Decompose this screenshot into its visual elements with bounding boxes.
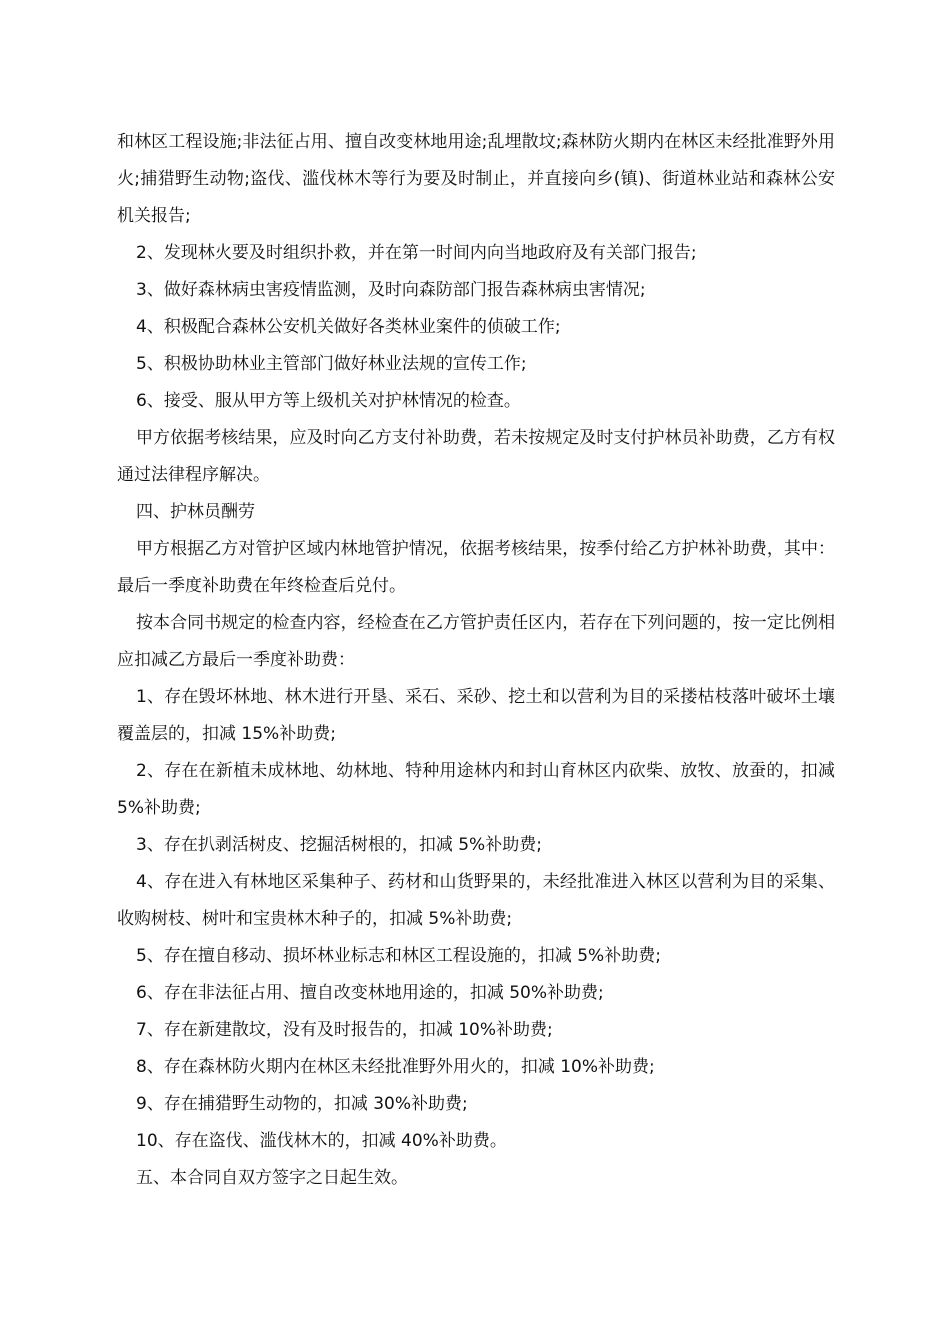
deduction-item-3: 3、存在扒剥活树皮、挖掘活树根的，扣减 5%补助费; <box>136 835 542 855</box>
paragraph-remuneration: 甲方根据乙方对管护区域内林地管护情况，依据考核结果，按季付给乙方护林补助费，其中：最后一季度补助费在年终检查后兑付。 <box>117 539 835 596</box>
section-heading-4: 四、护林员酬劳 <box>136 502 255 522</box>
deduction-item-6: 6、存在非法征占用、擅自改变林地用途的，扣减 50%补助费; <box>136 983 604 1003</box>
paragraph-item-6: 6、接受、服从甲方等上级机关对护林情况的检查。 <box>136 391 521 411</box>
paragraph-item-3: 3、做好森林病虫害疫情监测，及时向森防部门报告森林病虫害情况; <box>136 280 646 300</box>
paragraph-continuation: 和林区工程设施;非法征占用、擅自改变林地用途;乱埋散坟;森林防火期内在林区未经批准野外用火;捕猎野生动物;盗伐、滥伐林木等行为要及时制止，并直接向乡(镇)、街道林业站和森林公安机关报告; <box>117 132 835 226</box>
document-page <box>117 124 835 1197</box>
paragraph-item-4: 4、积极配合森林公安机关做好各类林业案件的侦破工作; <box>136 317 561 337</box>
deduction-item-10: 10、存在盗伐、滥伐林木的，扣减 40%补助费。 <box>136 1131 507 1151</box>
deduction-item-1: 1、存在毁坏林地、林木进行开垦、采石、采砂、挖土和以营利为目的采搂枯枝落叶破坏土壤覆盖层的，扣减 15%补助费; <box>117 687 835 744</box>
section-heading-5: 五、本合同自双方签字之日起生效。 <box>136 1168 408 1188</box>
paragraph-deduction-intro: 按本合同书规定的检查内容，经检查在乙方管护责任区内，若存在下列问题的，按一定比例相应扣减乙方最后一季度补助费： <box>117 613 835 670</box>
deduction-item-2: 2、存在在新植未成林地、幼林地、特种用途林内和封山育林区内砍柴、放牧、放蚕的，扣减 5%补助费; <box>117 761 835 818</box>
deduction-item-9: 9、存在捕猎野生动物的，扣减 30%补助费; <box>136 1094 468 1114</box>
deduction-item-8: 8、存在森林防火期内在林区未经批准野外用火的，扣减 10%补助费; <box>136 1057 655 1077</box>
paragraph-item-2: 2、发现林火要及时组织扑救，并在第一时间内向当地政府及有关部门报告; <box>136 243 697 263</box>
deduction-item-7: 7、存在新建散坟，没有及时报告的，扣减 10%补助费; <box>136 1020 553 1040</box>
deduction-item-5: 5、存在擅自移动、损坏林业标志和林区工程设施的，扣减 5%补助费; <box>136 946 661 966</box>
paragraph-item-5: 5、积极协助林业主管部门做好林业法规的宣传工作; <box>136 354 527 374</box>
deduction-item-4: 4、存在进入有林地区采集种子、药材和山货野果的，未经批准进入林区以营利为目的采集、收购树枝、树叶和宝贵林木种子的，扣减 5%补助费; <box>117 872 835 929</box>
paragraph-payment-clause: 甲方依据考核结果，应及时向乙方支付补助费，若未按规定及时支付护林员补助费，乙方有权通过法律程序解决。 <box>117 428 835 485</box>
